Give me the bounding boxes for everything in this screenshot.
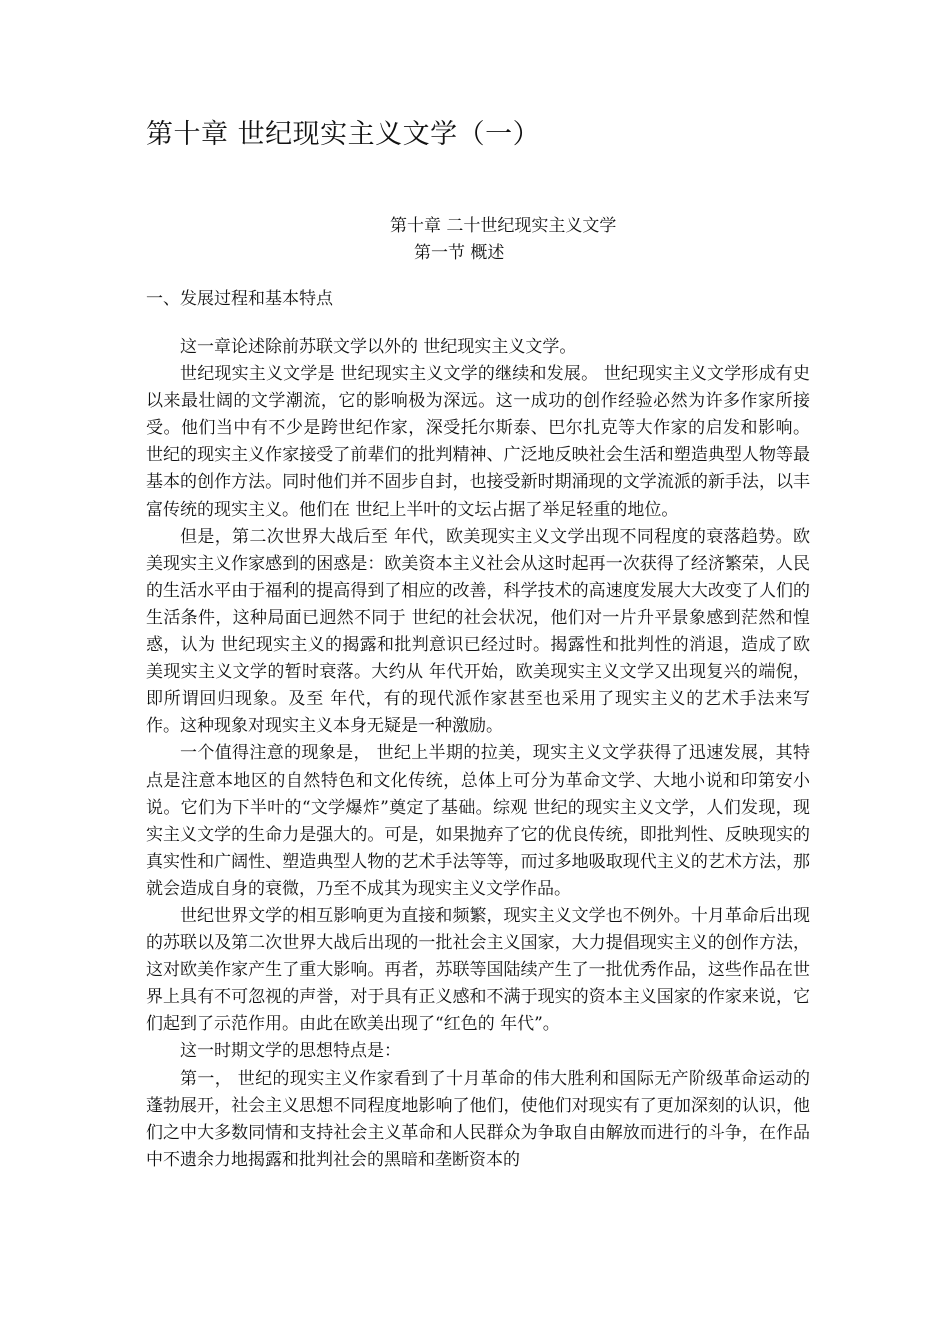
- subsection-heading: 一、发展过程和基本特点: [146, 289, 333, 309]
- paragraph: 世纪现实主义文学是 世纪现实主义文学的继续和发展。 世纪现实主义文学形成有史以来最壮阔的文学潮流，它的影响极为深远。这一成功的创作经验必然为许多作家所接受。他们当中有不少是跨世纪作家，深受托尔斯泰、巴尔扎克等大作家的启发和影响。 世纪的现实主义作家接受了前辈们的批判精神、广泛地反映社会生活和塑造典型人物等最基本的创作方法。同时他们并不固步自封，也接受新时期涌现的文学流派的新手法，以丰富传统的现实主义。他们在 世纪上半叶的文坛占据了举足轻重的地位。: [146, 364, 810, 520]
- document-title: 第十章 世纪现实主义文学（一）: [146, 119, 541, 150]
- paragraph: 第一， 世纪的现实主义作家看到了十月革命的伟大胜利和国际无产阶级革命运动的蓬勃展开，社会主义思想不同程度地影响了他们，使他们对现实有了更加深刻的认识，他们之中大多数同情和支持社会主义革命和人民群众为争取自由解放而进行的斗争，在作品中不遗余力地揭露和批判社会的黑暗和垄断资本的: [146, 1068, 810, 1170]
- paragraph: 这一时期文学的思想特点是：: [180, 1041, 401, 1062]
- body-text: [146, 334, 810, 1174]
- chapter-heading: 第十章 二十世纪现实主义文学: [390, 216, 617, 236]
- section-heading: 第一节 概述: [414, 243, 505, 263]
- paragraph: 但是，第二次世界大战后至 年代，欧美现实主义文学出现不同程度的衰落趋势。欧美现实主义作家感到的困惑是：欧美资本主义社会从这时起再一次获得了经济繁荣，人民的生活水平由于福利的提高得到了相应的改善，科学技术的高速度发展大大改变了人们的生活条件，这种局面已迥然不同于 世纪的社会状况，他们对一片升平景象感到茫然和惶惑，认为 世纪现实主义的揭露和批判意识已经过时。揭露性和批判性的消退，造成了欧美现实主义文学的暂时衰落。大约从 年代开始，欧美现实主义文学又出现复兴的端倪，即所谓回归现象。及至 年代，有的现代派作家甚至也采用了现实主义的艺术手法来写作。这种现象对现实主义本身无疑是一种激励。: [146, 526, 810, 737]
- paragraph: 世纪世界文学的相互影响更为直接和频繁，现实主义文学也不例外。十月革命后出现的苏联以及第二次世界大战后出现的一批社会主义国家，大力提倡现实主义的创作方法，这对欧美作家产生了重大影响。再者，苏联等国陆续产生了一批优秀作品，这些作品在世界上具有不可忽视的声誉，对于具有正义感和不满于现实的资本主义国家的作家来说，它们起到了示范作用。由此在欧美出现了“红色的 年代”。: [146, 905, 810, 1035]
- paragraph: 一个值得注意的现象是， 世纪上半期的拉美，现实主义文学获得了迅速发展，其特点是注意本地区的自然特色和文化传统，总体上可分为革命文学、大地小说和印第安小说。它们为下半叶的“文学爆炸”奠定了基础。综观 世纪的现实主义文学，人们发现，现实主义文学的生命力是强大的。可是，如果抛弃了它的优良传统，即批判性、反映现实的真实性和广阔性、塑造典型人物的艺术手法等等，而过多地吸取现代主义的艺术方法，那就会造成自身的衰微，乃至不成其为现实主义文学作品。: [146, 743, 810, 899]
- paragraph: 这一章论述除前苏联文学以外的 世纪现实主义文学。: [180, 337, 577, 357]
